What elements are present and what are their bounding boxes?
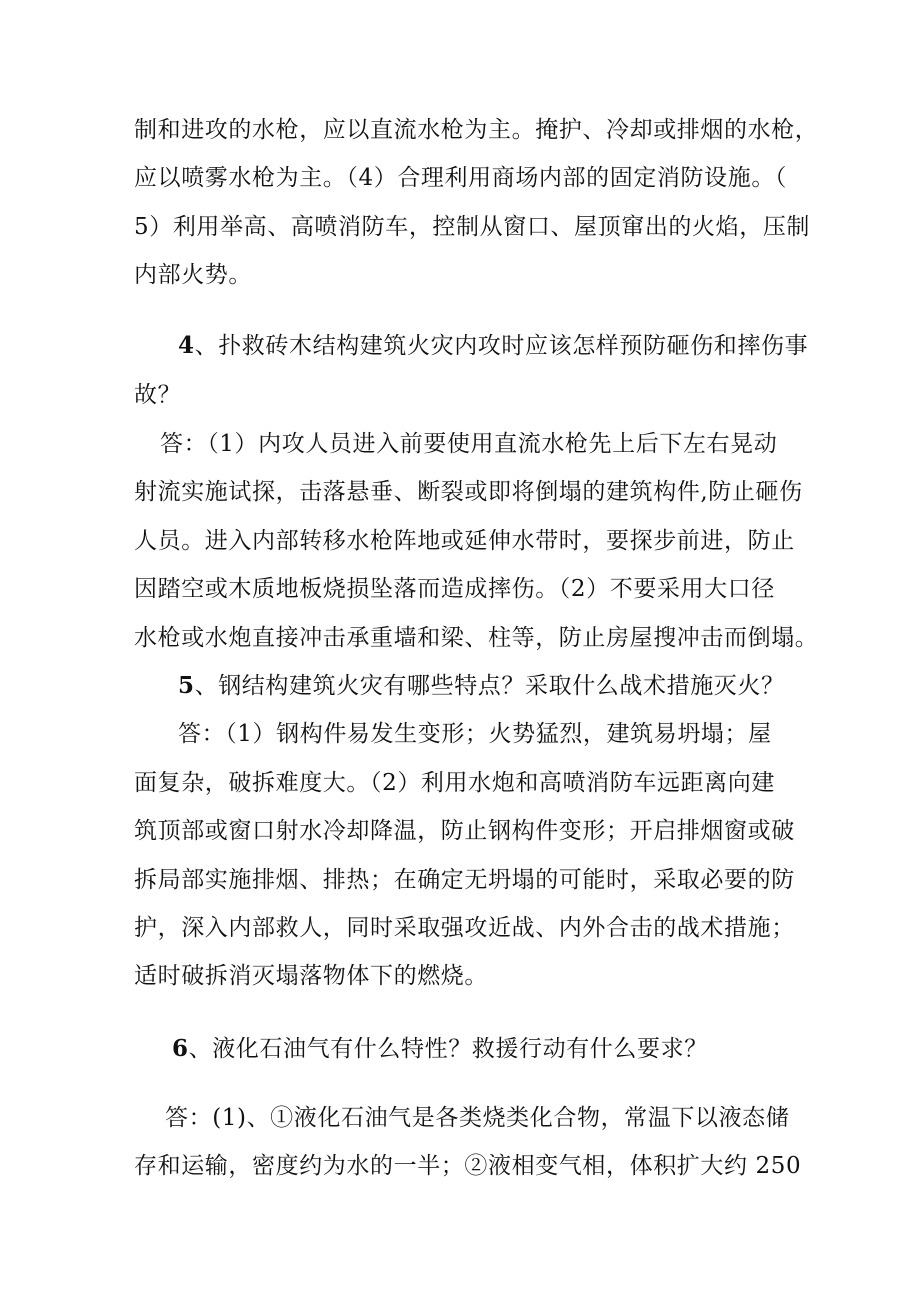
question-number: 4: [178, 332, 195, 359]
answer-5-line: 筑顶部或窗口射水冷却降温，防止钢构件变形；开启排烟窗或破: [134, 818, 795, 844]
answer-5-line: 答：（1）钢构件易发生变形；火势猛烈，建筑易坍塌；屋: [178, 721, 772, 747]
answer-6-line: 答：(1)、①液化石油气是各类烧类化合物，常温下以液态储: [165, 1105, 790, 1131]
question-number: 5: [178, 672, 195, 699]
question-text: 、钢结构建筑火灾有哪些特点？采取什么战术措施灭火？: [194, 673, 785, 699]
text-line: 内部火势。: [134, 262, 252, 288]
answer-4-line: 因踏空或木质地板烧损坠落而造成摔伤。（2）不要采用大口径: [134, 576, 775, 602]
question-4-cont: 故？: [134, 382, 182, 408]
answer-4-line: 人员。进入内部转移水枪阵地或延伸水带时，要探步前进，防止: [134, 528, 795, 554]
answer-4-line: 答：（1）内攻人员进入前要使用直流水枪先上后下左右晃动: [160, 431, 778, 457]
text-line: 5）利用举高、高喷消防车，控制从窗口、屋顶窜出的火焰，压制: [134, 214, 811, 240]
answer-4-line: 射流实施试探，击落悬垂、断裂或即将倒塌的建筑构件,防止砸伤: [134, 479, 803, 505]
text-line: 应以喷雾水枪为主。（4）合理利用商场内部的固定消防设施。（: [134, 165, 788, 191]
question-text: 、液化石油气有什么特性？救援行动有什么要求？: [188, 1036, 708, 1062]
question-4: [178, 331, 808, 361]
answer-5-line: 拆局部实施排烟、排热；在确定无坍塌的可能时，采取必要的防: [134, 867, 795, 893]
question-5: [178, 671, 785, 701]
question-text: 、扑救砖木结构建筑火灾内攻时应该怎样预防砸伤和摔伤事: [194, 333, 809, 359]
answer-5-line: 面复杂，破拆难度大。（2）利用水炮和高喷消防车远距离向建: [134, 770, 775, 796]
answer-5-line: 适时破拆消灭塌落物体下的燃烧。: [134, 963, 488, 989]
answer-5-line: 护，深入内部救人，同时采取强攻近战、内外合击的战术措施；: [134, 915, 795, 941]
text-line: 制和进攻的水枪，应以直流水枪为主。掩护、冷却或排烟的水枪，: [134, 117, 819, 143]
question-number: 6: [172, 1035, 189, 1062]
answer-6-line: 存和运输，密度约为水的一半；②液相变气相，体积扩大约 250: [134, 1153, 802, 1179]
question-6: [172, 1034, 708, 1064]
answer-4-line: 水枪或水炮直接冲击承重墙和梁、柱等，防止房屋搜冲击而倒塌。: [134, 625, 819, 651]
